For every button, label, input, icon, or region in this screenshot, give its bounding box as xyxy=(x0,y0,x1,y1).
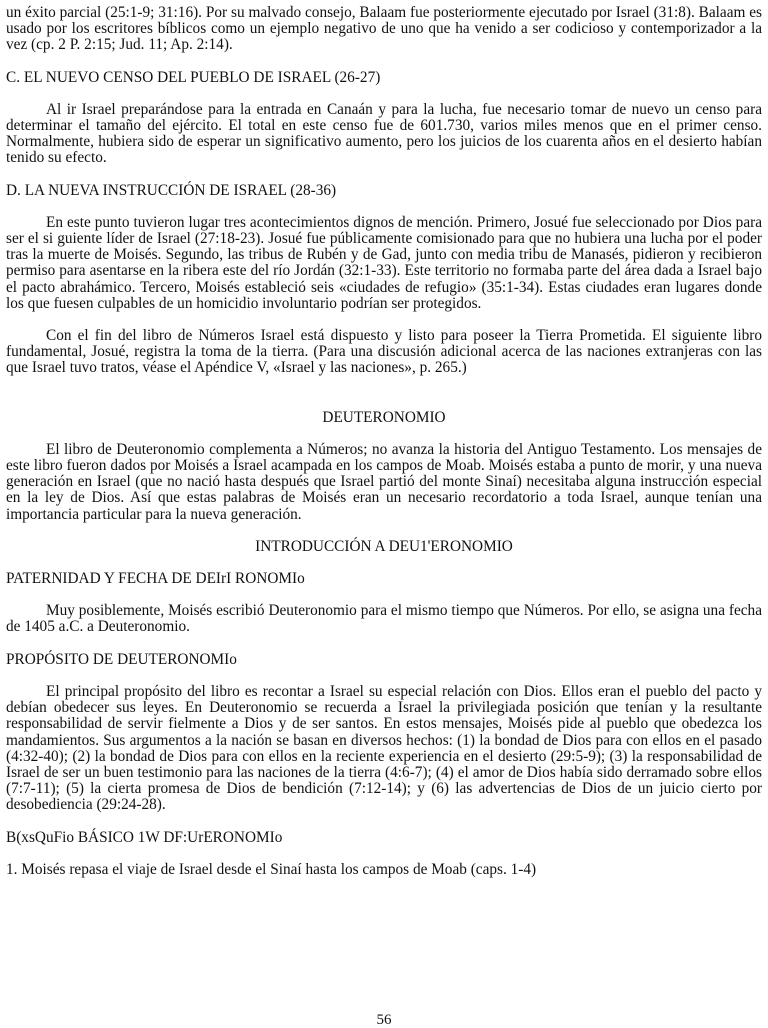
outline-item: 1. Moisés repasa el viaje de Israel desde el Sinaí hasta los campos de Moab (caps. 1-4) xyxy=(6,860,537,878)
section-heading: C. EL NUEVO CENSO DEL PUEBLO DE ISRAEL (26-27) xyxy=(6,68,381,86)
document-page xyxy=(6,0,762,878)
section-title: INTRODUCCIÓN A DEU1'ERONOMIO xyxy=(255,537,513,555)
chapter-title: DEUTERONOMIO xyxy=(322,408,446,426)
paragraph: Muy posiblemente, Moisés escribió Deuteronomio para el mismo tiempo que Números. Por ello, se asigna una fecha de 1405 a.C. a Deuteronomio. xyxy=(6,602,762,636)
paragraph: El libro de Deuteronomio complementa a Números; no avanza la historia del Antiguo Testamento. Los mensajes de este libro fueron dados por Moisés a Israel acampada en los campos de Moab. Moisés estaba a punto de morir, y una nueva generación en Israel (que no nació hasta después que Israel partió del monte Sinaí) necesitaba alguna instrucción especial en la ley de Dios. Así que estas palabras de Moisés eran un necesario recordatorio a toda Israel, aunque tenían una importancia particular para la nueva generación. xyxy=(6,440,762,523)
paragraph: En este punto tuvieron lugar tres acontecimientos dignos de mención. Primero, Josué fue seleccionado por Dios para ser el si guiente líder de Israel (27:18-23). Josué fue públicamente comisionado para que no hubiera una lucha por el poder tras la muerte de Moisés. Segundo, las tribus de Rubén y de Gad, junto con media tribu de Manasés, pidieron y recibieron permiso para asentarse en la ribera este del río Jordán (32:1-33). Este territorio no formaba parte del área dada a Israel bajo el pacto abrahámico. Tercero, Moisés estableció seis «ciudades de refugio» (35:1-34). Estas ciudades eran lugares donde los que fuesen culpables de un homicidio involuntario podrían ser protegidos. xyxy=(6,213,762,312)
section-heading: PATERNIDAD Y FECHA DE DEIrI RONOMIo xyxy=(6,570,305,588)
paragraph: un éxito parcial (25:1-9; 31:16). Por su malvado consejo, Balaam fue posteriormente ejecutado por Israel (31:8). Balaam es usado por los escritores bíblicos como un ejemplo negativo de uno que ha venido a ser codicioso y contemporizador a la vez (cp. 2 P. 2:15; Jud. 11; Ap. 2:14). xyxy=(6,4,762,54)
page-number: 56 xyxy=(376,1012,392,1028)
paragraph: Al ir Israel preparándose para la entrada en Canaán y para la lucha, fue necesario tomar de nuevo un censo para determinar el tamaño del ejército. El total en este censo fue de 601.730, varios miles menos que en el primer censo. Normalmente, hubiera sido de esperar un significativo aumento, pero los juicios de los cuarenta años en el desierto habían tenido su efecto. xyxy=(6,100,762,167)
section-heading: PROPÓSITO DE DEUTERONOMIo xyxy=(6,650,237,668)
paragraph: Con el fin del libro de Números Israel está dispuesto y listo para poseer la Tierra Prometida. El siguiente libro fundamental, Josué, registra la toma de la tierra. (Para una discusión adicional acerca de las naciones extranjeras con las que Israel tuvo tratos, véase el Apéndice V, «Israel y las naciones», p. 265.) xyxy=(6,327,762,377)
section-heading: D. LA NUEVA INSTRUCCIÓN DE ISRAEL (28-36) xyxy=(6,181,337,199)
section-heading: B(xsQuFio BÁSICO 1W DF:UrERONOMIo xyxy=(6,828,283,846)
paragraph: El principal propósito del libro es recontar a Israel su especial relación con Dios. Ellos eran el pueblo del pacto y debían obedecer sus leyes. En Deuteronomio se recuerda a Israel la privilegiada posición que tenían y la resultante responsabilidad de servir fielmente a Dios y de ser santos. En estos mensajes, Moisés pide al pueblo que obedezca los mandamientos. Sus argumentos a la nación se basan en diversos hechos: (1) la bondad de Dios para con ellos en el pasado (4:32-40); (2) la bondad de Dios para con ellos en la reciente experiencia en el desierto (29:5-9); (3) la responsabilidad de Israel de ser un buen testimonio para las naciones de la tierra (4:6-7); (4) el amor de Dios había sido derramado sobre ellos (7:7-11); (5) la cierta promesa de Dios de bendición (7:12-14); y (6) las advertencias de Dios de un juicio cierto por desobediencia (29:24-28). xyxy=(6,682,762,814)
